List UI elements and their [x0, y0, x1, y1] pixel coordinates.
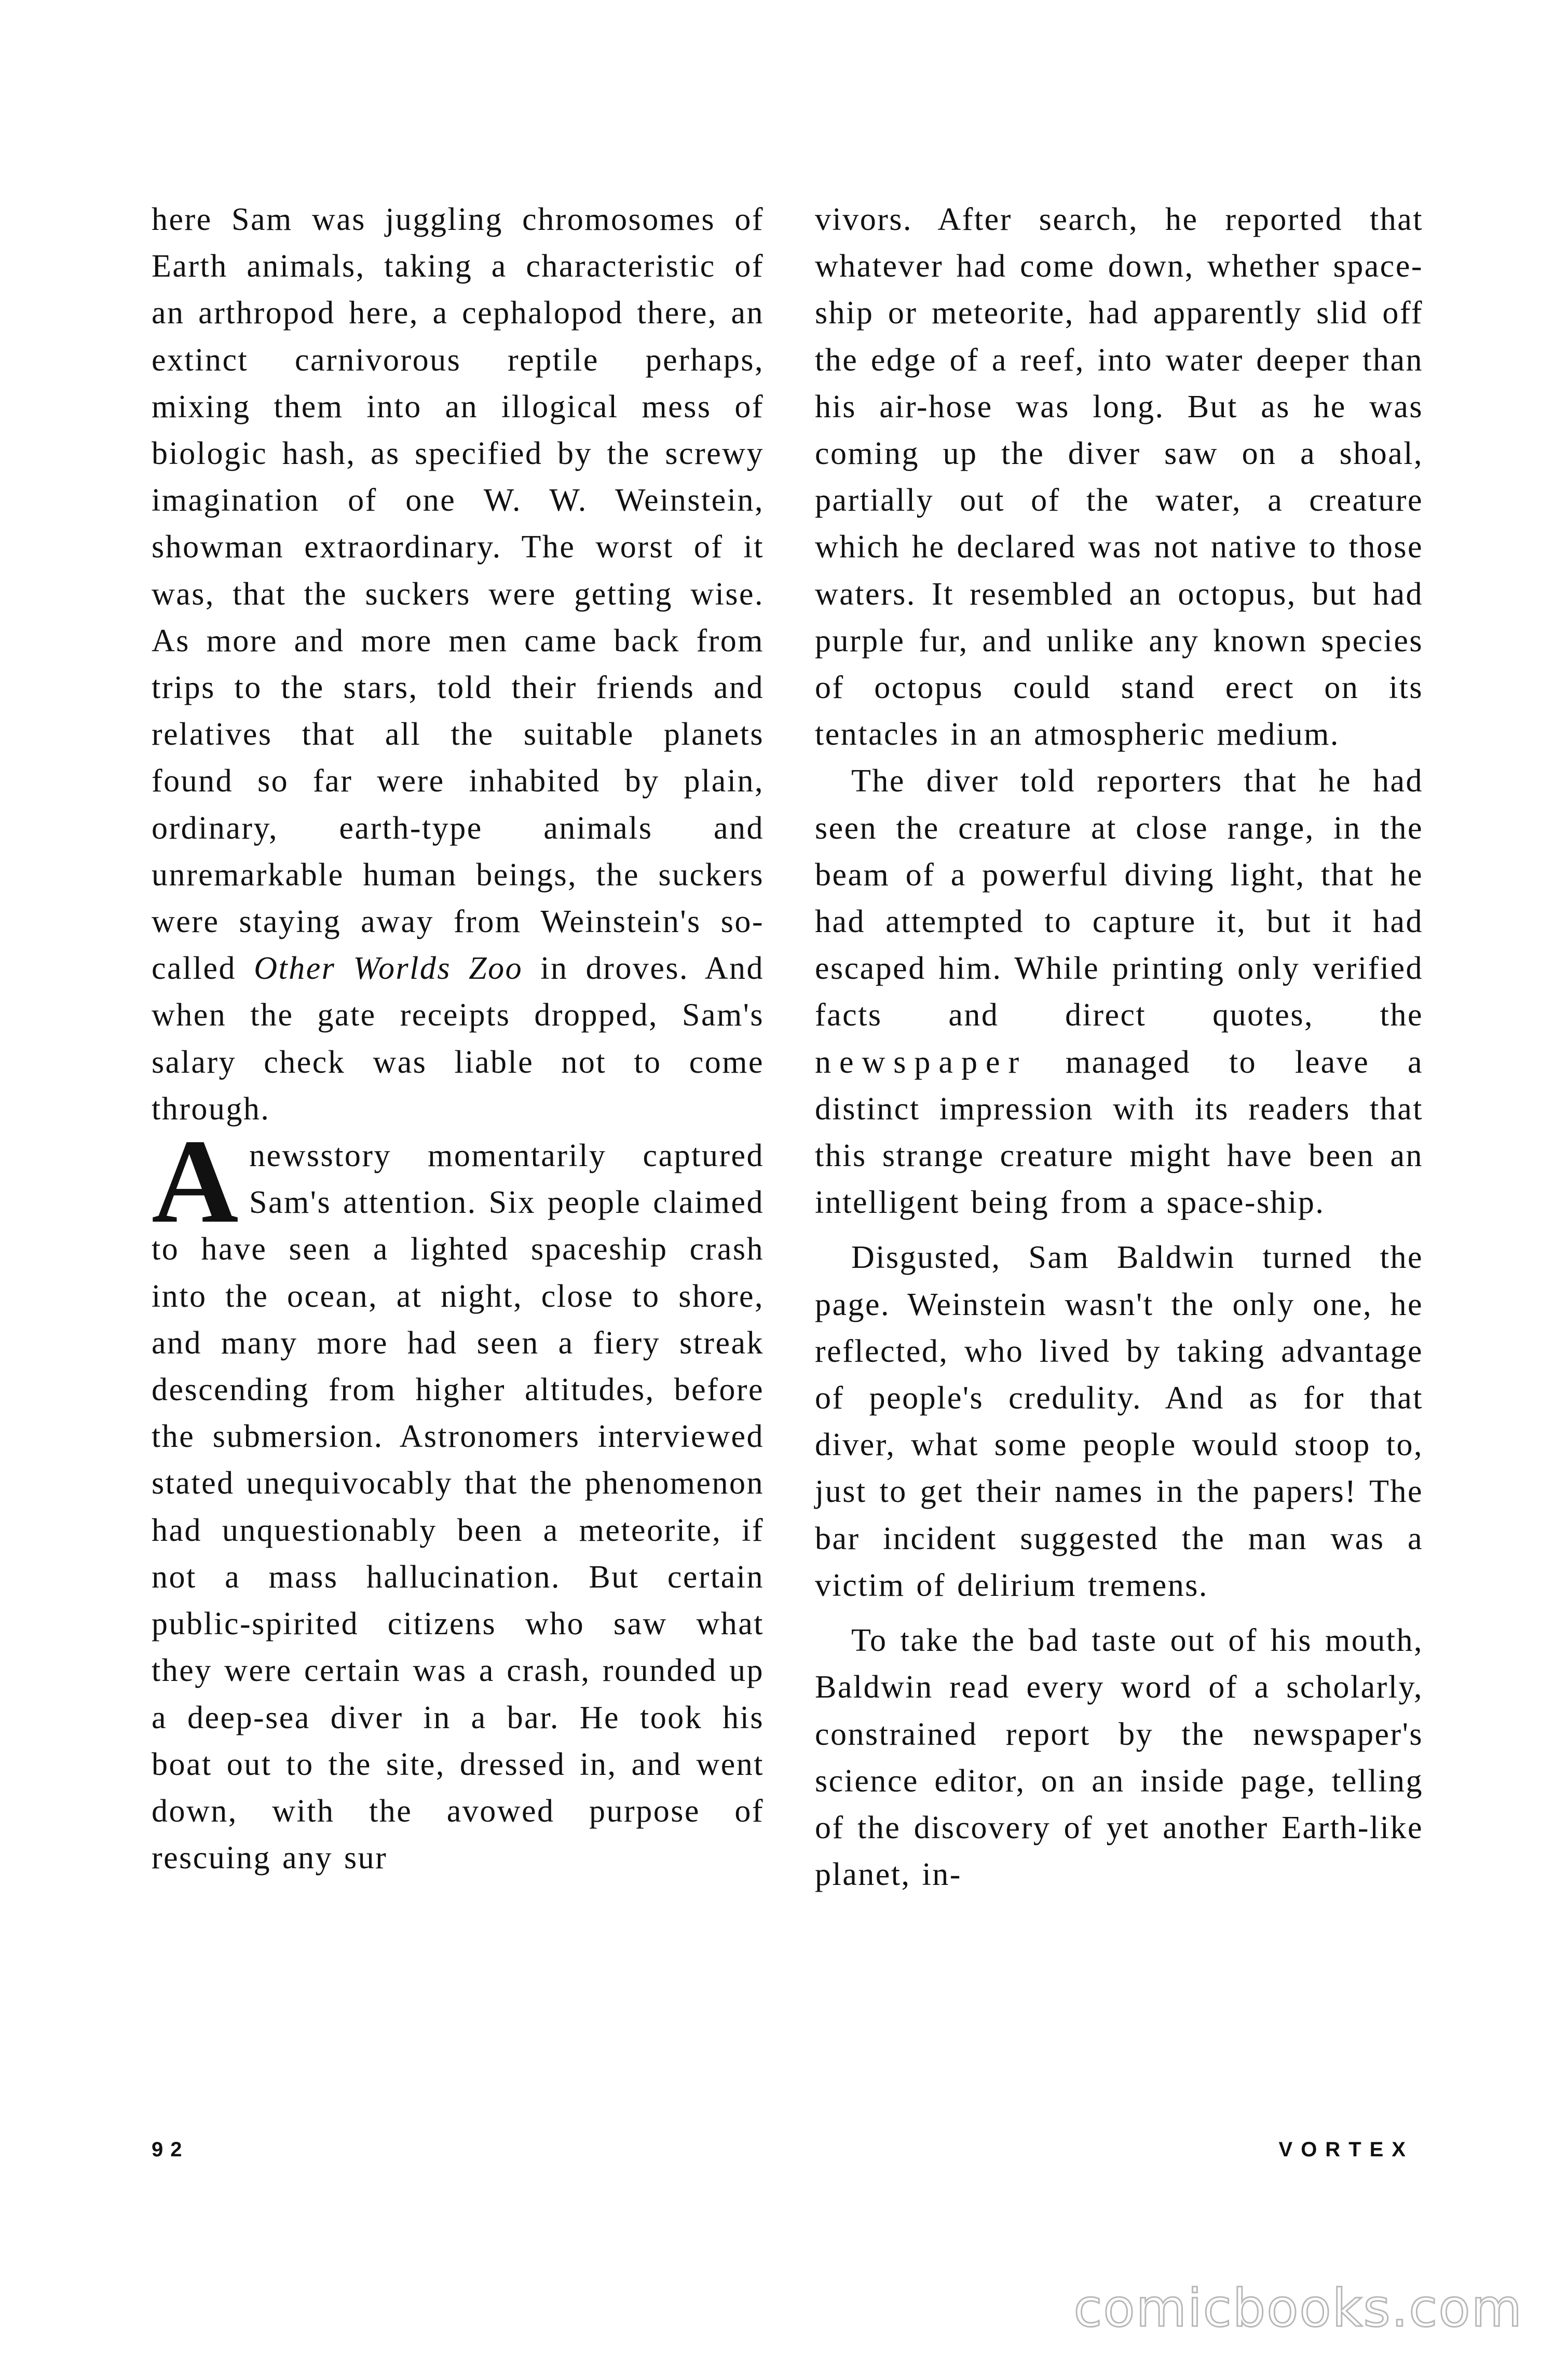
- paragraph: [815, 1234, 1423, 1609]
- paragraph: [815, 758, 1423, 1226]
- spaced-word: newspaper: [815, 1044, 1028, 1080]
- left-column: [152, 196, 764, 1881]
- paragraph-text: vivors. After search, he reported that whatever had come down, whether space-ship or meteorite, had apparently slid off the edge of a reef, into water deeper than his air-hose was long. But as he was coming up the diver saw on a shoal, partially out of the water, a creature which he declared was not native to those waters. It resembled an octopus, but had purple fur, and unlike any known species of octopus could stand erect on its tentacles in an atmospheric medium.: [815, 202, 1423, 753]
- paragraph-text: in droves. And when the gate receipts dropped, Sam's salary check was liable not to come through.: [152, 951, 764, 1127]
- paragraph: [815, 196, 1423, 758]
- right-column: [815, 196, 1423, 1898]
- paragraph-text: To take the bad taste out of his mouth, Baldwin read every word of a scholarly, constrained report by the newspaper's science editor, on an inside page, telling of the discovery of yet another Earth-like planet, in-: [815, 1623, 1423, 1893]
- paragraph-text: Disgusted, Sam Baldwin turned the page. Weinstein wasn't the only one, he reflected, who lived by taking advantage of people's credulity. And as for that diver, what some people would stoop to, just to get their names in the papers! The bar incident suggested the man was a victim of delirium tremens.: [815, 1240, 1423, 1603]
- paragraph-text: here Sam was juggling chromosomes of Earth animals, taking a characteristic of an arthropod here, a cephalopod there, an extinct carnivorous reptile perhaps, mixing them into an illogical mess of biologic hash, as specified by the screwy imagination of one W. W. Weinstein, showman extraordinary. The worst of it was, that the suckers were getting wise. As more and more men came back from trips to the stars, told their friends and relatives that all the suitable planets found so far were inhabited by plain, ordinary, earth-type animals and unremarkable human beings, the suckers were staying away from Weinstein's so-called: [152, 202, 764, 987]
- paragraph: [815, 1617, 1423, 1898]
- page-number: 92: [152, 2138, 189, 2161]
- paragraph: [152, 1115, 764, 1881]
- paragraph-text: managed to leave a distinct impression with its readers that this strange creature might have been an intelligent being from a space-ship.: [815, 1044, 1424, 1221]
- watermark: comicbooks.com: [1073, 2278, 1523, 2338]
- zoo-title: Other Worlds Zoo: [254, 951, 523, 987]
- paragraph-text: The diver told reporters that he had seen the creature at close range, in the beam of a powerful diving light, that he had attempted to capture it, but it had escaped him. While printing only verified facts and direct quotes, the: [815, 763, 1423, 1033]
- magazine-name: VORTEX: [1278, 2138, 1414, 2161]
- drop-cap: A: [152, 1115, 240, 1249]
- paragraph: [152, 196, 764, 1132]
- paragraph-text: newsstory momentarily captured Sam's attention. Six people claimed to have seen a lighted spaceship crash into the ocean, at night, close to shore, and many more had seen a fiery streak descending from higher altitudes, before the submersion. Astronomers interviewed stated unequivocably that the phenomenon had unquestionably been a meteorite, if not a mass hallucination. But certain public-spirited citizens who saw what they were certain was a crash, rounded up a deep-sea diver in a bar. He took his boat out to the site, dressed in, and went down, with the avowed purpose of rescuing any sur: [152, 1138, 764, 1876]
